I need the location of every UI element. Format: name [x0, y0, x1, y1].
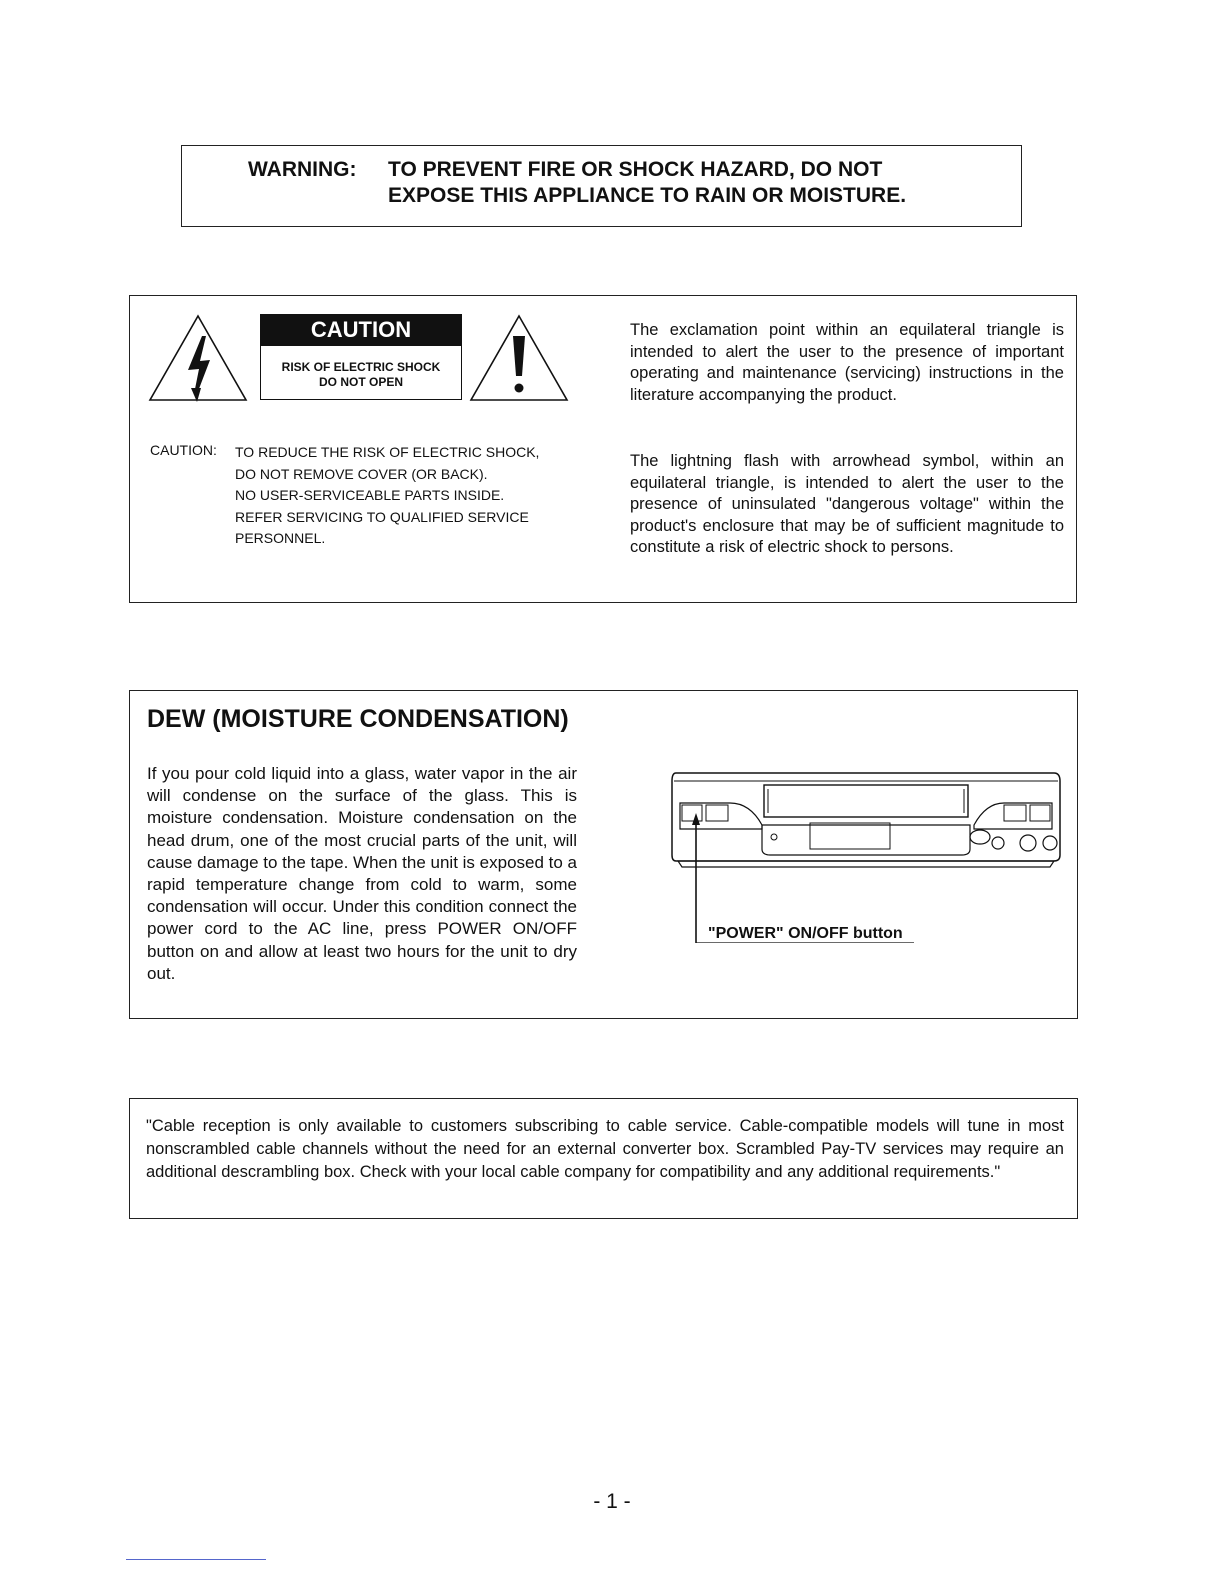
caution-line: PERSONNEL.	[235, 530, 326, 546]
footer-rule	[126, 1559, 266, 1560]
caution-line: NO USER-SERVICEABLE PARTS INSIDE.	[235, 487, 505, 503]
exclamation-triangle-icon	[469, 314, 569, 402]
warning-box	[181, 145, 1022, 227]
warning-line-2: EXPOSE THIS APPLIANCE TO RAIN OR MOISTURE.	[388, 184, 907, 207]
exclamation-description: The exclamation point within an equilateral triangle is intended to alert the user to the presence of important operating and maintenance (servicing) instructions in the literature accompanying the product.	[630, 321, 1064, 404]
caution-sub-label	[260, 346, 462, 400]
lightning-triangle-icon	[148, 314, 248, 402]
caution-box	[129, 295, 1077, 603]
caution-line: TO REDUCE THE RISK OF ELECTRIC SHOCK,	[235, 444, 540, 460]
cable-box	[129, 1098, 1078, 1219]
warning-label: WARNING:	[248, 158, 357, 181]
caution-sub-line-2: DO NOT OPEN	[318, 375, 403, 389]
caution-label: CAUTION:	[150, 442, 217, 458]
dew-box	[129, 690, 1078, 1019]
page-number: - 1 -	[593, 1490, 631, 1513]
dew-body: If you pour cold liquid into a glass, water vapor in the air will condense on the surface of the glass. This is moisture condensation. Moisture condensation on the head drum, one of the most crucial parts of the unit, will cause damage to the tape. When the unit is exposed to a rapid temperature change from cold to warm, some condensation will occur. Under this condition connect the power cord to the AC line, press POWER ON/OFF button on and allow at least two hours for the unit to dry out.	[147, 764, 578, 983]
caution-banner: CAUTION	[260, 314, 462, 346]
lightning-description: The lightning flash with arrowhead symbol, within an equilateral triangle, is intended to alert the user to the presence of uninsulated "dangerous voltage" within the product's enclosure that may be of sufficient magnitude to constitute a risk of electric shock to persons.	[630, 452, 1064, 557]
caution-sub-line-1: RISK OF ELECTRIC SHOCK	[281, 360, 441, 374]
caution-lines	[235, 442, 539, 550]
vcr-illustration	[670, 763, 1062, 943]
caution-line: REFER SERVICING TO QUALIFIED SERVICE	[235, 508, 529, 525]
warning-line-1: TO PREVENT FIRE OR SHOCK HAZARD, DO NOT	[388, 158, 883, 181]
power-button-label: "POWER" ON/OFF button	[708, 925, 903, 942]
caution-line: DO NOT REMOVE COVER (OR BACK).	[235, 465, 488, 482]
cable-text: "Cable reception is only available to customers subscribing to cable service. Cable-compatible models will tune in most nonscrambled cable channels without the need for an external converter box. Scrambled Pay-TV services may require an additional descrambling box. Check with your local cable company for compatibility and any additional requirements."	[146, 1117, 1064, 1182]
dew-title: DEW (MOISTURE CONDENSATION)	[147, 705, 569, 733]
